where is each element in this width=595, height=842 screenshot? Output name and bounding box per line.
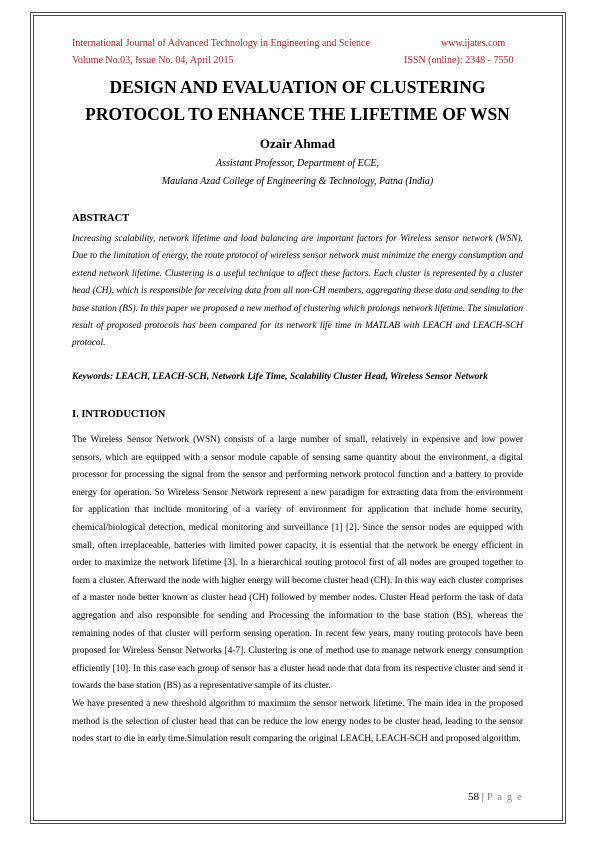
affiliation-line-2: Maulana Azad College of Engineering & Technology, Patna (India) — [161, 176, 434, 187]
introduction-paragraph: We have presented a new threshold algorithm to maximum the sensor network lifetime. The main idea in the proposed method is the selection of cluster head that can be reduce the low energy nodes to be cluster head, leading to the sensor nodes start to die in early time.Simulation result comparing the original LEACH, LEACH-SCH and proposed algorithm. — [72, 698, 523, 745]
issue-info: Volume No.03, Issue No. 04, April 2015 — [72, 55, 234, 66]
author-name: Ozair Ahmad — [259, 136, 336, 151]
page-footer — [468, 791, 523, 803]
keywords: Keywords: LEACH, LEACH-SCH, Network Life Time, Scalability Cluster Head, Wireless Sensor Network — [72, 372, 488, 382]
page-label: P a g e — [486, 791, 523, 803]
paper-title: DESIGN AND EVALUATION OF CLUSTERING PROTOCOL TO ENHANCE THE LIFETIME OF WSN — [85, 77, 510, 124]
page-number: 58 — [468, 791, 479, 803]
journal-website: www.ijates.com — [441, 38, 506, 49]
introduction-body — [72, 432, 523, 749]
introduction-paragraph: The Wireless Sensor Network (WSN) consists of a large number of small, relatively in expensive and low power sensors, which are equipped with a sensor module capable of sensing same quantity about the environment, a digital processor for processing the signal from the sensor and performing network protocol function and a battery to provide energy for operation. So Wireless Sensor Network represent a new paradigm for extracting data from the environment for application that include monitoring of a variety of environment for application that include home security, chemical/biological detection, medical monitoring and surveillance [1] [2]. Since the sensor nodes are equipped with small, often irreplaceable, batteries with limited power capacity, it is essential that the network be energy efficient in order to maximize the network lifetime [3]. In a hierarchical routing protocol first of all nodes are grouped together to form a cluster. Afterward the node with higher energy will become cluster head (CH). In this way each cluster comprises of a master node better known as cluster head (CH) followed by member nodes. Cluster Head perform the task of data aggregation and also responsible for sending and Processing the information to the base station (BS), whereas the remaining nodes of that cluster will perform sensing operation. In recent few years, many routing protocols have been proposed for Wireless Sensor Networks [4-7]. Clustering is one of method use to manage network energy consumption efficiently [10]. In this case each group of sensor has a cluster head node that data from its respective cluster and send it towards the base station (BS) as a representative sample of its cluster. — [72, 435, 523, 692]
footer-separator: | — [481, 791, 484, 803]
issn-info: ISSN (online): 2348 - 7550 — [404, 55, 514, 66]
journal-name: International Journal of Advanced Technology in Engineering and Science — [72, 38, 370, 49]
abstract-heading: ABSTRACT — [72, 213, 130, 224]
abstract-text: Increasing scalability, network lifetime and load balancing are important factors for Wireless sensor network (WSN). Due to the limitation of energy, the route protocol of wireless sensor network must minimize the energy consumption and extend network lifetime. Clustering is a useful technique to affect these factors. Each cluster is represented by a cluster head (CH), which is responsible for receiving data from all non-CH members, aggregating these data and sending to the base station (BS). In this paper we proposed a new method of clustering which prolongs network lifetime. The simulation result of proposed protocols has been compared for its network life time in MATLAB with LEACH and LEACH-SCH protocol. — [72, 234, 523, 349]
affiliation-line-1: Assistant Professor, Department of ECE, — [216, 158, 379, 169]
introduction-heading: I. INTRODUCTION — [72, 409, 166, 420]
